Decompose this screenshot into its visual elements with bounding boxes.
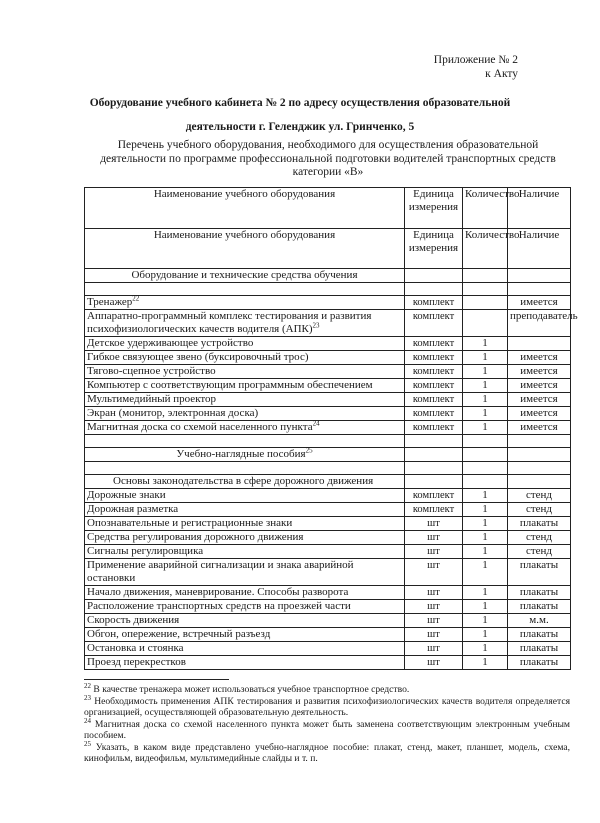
intro-line-2: деятельности по программе профессиональной подготовки водителей транспортных средств (100, 152, 556, 165)
unit-cell: шт (405, 545, 463, 559)
status-cell: преподаватель (508, 310, 571, 337)
equipment-name: Мультимедийный проектор (85, 393, 405, 407)
footnote-ref: 23 (312, 321, 320, 330)
section-2-title: Учебно-наглядные пособия$^{25}$ (85, 448, 405, 462)
status-cell: имеется (508, 379, 571, 393)
table-row (85, 628, 571, 642)
footnote-item (84, 716, 570, 742)
intro-line-1: Перечень учебного оборудования, необходимого для осуществления образовательной (117, 139, 539, 151)
equipment-name: Опознавательные и регистрационные знаки (85, 517, 405, 531)
footnote-number: 23 (84, 693, 91, 702)
qty-cell: 1 (463, 379, 508, 393)
status-cell: имеется (508, 351, 571, 365)
empty-cell (85, 435, 405, 448)
footnote-ref: 24 (312, 419, 320, 428)
equipment-name: Начало движения, маневрирование. Способы разворота (85, 586, 405, 600)
empty-cell (508, 283, 571, 296)
status-cell: стенд (508, 489, 571, 503)
equipment-name: Остановка и стоянка (85, 642, 405, 656)
unit-cell: комплект (405, 379, 463, 393)
qty-cell: 1 (463, 545, 508, 559)
footnote-number: 22 (84, 681, 91, 690)
status-cell: м.м. (508, 614, 571, 628)
equipment-name: Сигналы регулировщика (85, 545, 405, 559)
section-2-subtitle: Основы законодательства в сфере дорожного движения (85, 475, 405, 489)
table-row (85, 656, 571, 670)
table-row (85, 600, 571, 614)
spacer-row (85, 435, 571, 448)
table-row (85, 545, 571, 559)
qty-cell: 1 (463, 517, 508, 531)
unit-cell: комплект (405, 393, 463, 407)
spacer-row (85, 462, 571, 475)
qty-cell: 1 (463, 351, 508, 365)
table-row (85, 503, 571, 517)
footnote-text: В качестве тренажера может использоваться учебное транспортное средство. (91, 684, 410, 695)
unit-cell: шт (405, 600, 463, 614)
qty-cell: 1 (463, 600, 508, 614)
empty-cell (463, 435, 508, 448)
status-cell (508, 337, 571, 351)
unit-cell: шт (405, 586, 463, 600)
table-row (85, 407, 571, 421)
qty-cell: 1 (463, 614, 508, 628)
section-1-title: Оборудование и технические средства обучения (85, 269, 405, 283)
unit-cell: шт (405, 517, 463, 531)
table-row (85, 642, 571, 656)
spacer-row (85, 283, 571, 296)
status-cell: плакаты (508, 628, 571, 642)
empty-cell (463, 462, 508, 475)
table-row (85, 517, 571, 531)
equipment-name: Тягово-сцепное устройство (85, 365, 405, 379)
unit-cell: шт (405, 642, 463, 656)
empty-cell (405, 448, 463, 462)
section-2-title-row (85, 448, 571, 462)
equipment-name: Скорость движения (85, 614, 405, 628)
unit-cell: комплект (405, 351, 463, 365)
footnote-item (84, 681, 570, 696)
status-cell: стенд (508, 503, 571, 517)
empty-cell (405, 269, 463, 283)
footnote-text: Необходимость применения АПК тестирования и развития психофизиологических качеств водителя определяется организацией, осуществляющей образовательную деятельность. (84, 695, 570, 718)
unit-cell: шт (405, 628, 463, 642)
status-cell: плакаты (508, 656, 571, 670)
empty-cell (405, 435, 463, 448)
document-title-line-2: деятельности г. Геленджик ул. Гринченко, 5 (185, 121, 415, 133)
document-title-line-1: Оборудование учебного кабинета № 2 по адресу осуществления образовательной (89, 97, 511, 109)
equipment-name: Расположение транспортных средств на проезжей части (85, 600, 405, 614)
status-cell: имеется (508, 393, 571, 407)
status-cell: имеется (508, 421, 571, 435)
status-cell: имеется (508, 365, 571, 379)
footnotes (84, 681, 570, 765)
table-row (85, 296, 571, 310)
equipment-table (84, 187, 578, 670)
header-status: Наличие (508, 188, 571, 229)
qty-cell: 1 (463, 421, 508, 435)
table-row (85, 559, 571, 586)
table-row (85, 586, 571, 600)
table-row (85, 351, 571, 365)
status-cell: стенд (508, 531, 571, 545)
header-name: Наименование учебного оборудования (85, 188, 405, 229)
equipment-name: Детское удерживающее устройство (85, 337, 405, 351)
equipment-name: Компьютер с соответствующим программным обеспечением (85, 379, 405, 393)
intro-line-3: категории «В» (292, 166, 364, 178)
empty-cell (463, 448, 508, 462)
qty-cell: 1 (463, 628, 508, 642)
table-row (85, 379, 571, 393)
status-cell: имеется (508, 296, 571, 310)
table-row (85, 421, 571, 435)
qty-cell: 1 (463, 393, 508, 407)
equipment-name: Применение аварийной сигнализации и знака аварийной остановки (85, 559, 405, 586)
status-cell: имеется (508, 407, 571, 421)
unit-cell: комплект (405, 421, 463, 435)
header-status: Наличие (508, 229, 571, 269)
status-cell: плакаты (508, 559, 571, 586)
footnote-ref: 25 (305, 446, 313, 455)
section-1-title-row (85, 269, 571, 283)
unit-cell: шт (405, 614, 463, 628)
qty-cell: 1 (463, 531, 508, 545)
equipment-name: Проезд перекрестков (85, 656, 405, 670)
table-row (85, 310, 571, 337)
unit-cell: комплект (405, 503, 463, 517)
equipment-name: Гибкое связующее звено (буксировочный трос) (85, 351, 405, 365)
footnote-number: 24 (84, 716, 91, 725)
footnote-text: Магнитная доска со схемой населенного пункта может быть заменена соответствующим электронным учебным пособием. (84, 718, 570, 741)
qty-cell: 1 (463, 656, 508, 670)
table-header-row-repeat (85, 229, 571, 269)
status-cell: плакаты (508, 642, 571, 656)
qty-cell: 1 (463, 337, 508, 351)
table-row (85, 489, 571, 503)
empty-cell (508, 435, 571, 448)
equipment-name: Аппаратно-программный комплекс тестирования и развития психофизиологических качеств водителя (АПК)$^{23}$ (85, 310, 405, 337)
qty-cell: 1 (463, 365, 508, 379)
footnote-ref: 22 (132, 294, 140, 303)
equipment-name: Средства регулирования дорожного движения (85, 531, 405, 545)
qty-cell: 1 (463, 503, 508, 517)
unit-cell: комплект (405, 310, 463, 337)
qty-cell (463, 296, 508, 310)
qty-cell: 1 (463, 586, 508, 600)
status-cell: плакаты (508, 586, 571, 600)
header-unit: Единица измерения (405, 188, 463, 229)
empty-cell (405, 283, 463, 296)
equipment-name: Тренажер$^{22}$ (85, 296, 405, 310)
header-unit: Единица измерения (405, 229, 463, 269)
qty-cell: 1 (463, 559, 508, 586)
unit-cell: комплект (405, 296, 463, 310)
footnote-item (84, 739, 570, 765)
empty-cell (508, 269, 571, 283)
table-row (85, 365, 571, 379)
empty-cell (463, 283, 508, 296)
footnote-divider (84, 679, 229, 680)
table-row (85, 614, 571, 628)
header-qty: Количество (463, 229, 508, 269)
empty-cell (405, 475, 463, 489)
status-cell: плакаты (508, 600, 571, 614)
section-2-subtitle-row (85, 475, 571, 489)
empty-cell (405, 462, 463, 475)
equipment-name: Обгон, опережение, встречный разъезд (85, 628, 405, 642)
equipment-name: Дорожная разметка (85, 503, 405, 517)
unit-cell: комплект (405, 407, 463, 421)
empty-cell (85, 462, 405, 475)
qty-cell: 1 (463, 642, 508, 656)
unit-cell: комплект (405, 365, 463, 379)
table-row (85, 337, 571, 351)
appendix-label (434, 53, 518, 81)
status-cell: плакаты (508, 517, 571, 531)
unit-cell: шт (405, 559, 463, 586)
unit-cell: шт (405, 656, 463, 670)
status-cell: стенд (508, 545, 571, 559)
table-row (85, 531, 571, 545)
equipment-name: Экран (монитор, электронная доска) (85, 407, 405, 421)
table-header-row (85, 188, 571, 229)
empty-cell (508, 475, 571, 489)
intro-paragraph (88, 139, 568, 180)
unit-cell: комплект (405, 489, 463, 503)
unit-cell: шт (405, 531, 463, 545)
qty-cell (463, 310, 508, 337)
equipment-name: Дорожные знаки (85, 489, 405, 503)
header-qty: Количество (463, 188, 508, 229)
qty-cell: 1 (463, 407, 508, 421)
empty-cell (508, 448, 571, 462)
appendix-line-2: к Акту (485, 68, 518, 80)
qty-cell: 1 (463, 489, 508, 503)
empty-cell (463, 475, 508, 489)
unit-cell: комплект (405, 337, 463, 351)
equipment-name: Магнитная доска со схемой населенного пункта$^{24}$ (85, 421, 405, 435)
empty-cell (463, 269, 508, 283)
footnote-text: Указать, в каком виде представлено учебно-наглядное пособие: плакат, стенд, макет, планшет, модель, схема, кинофильм, видеофильм, мультимедийные слайды и т. п. (84, 741, 570, 764)
empty-cell (508, 462, 571, 475)
table-row (85, 393, 571, 407)
footnote-number: 25 (84, 739, 91, 748)
appendix-line-1: Приложение № 2 (433, 54, 518, 66)
footnote-item (84, 693, 570, 719)
header-name: Наименование учебного оборудования (85, 229, 405, 269)
